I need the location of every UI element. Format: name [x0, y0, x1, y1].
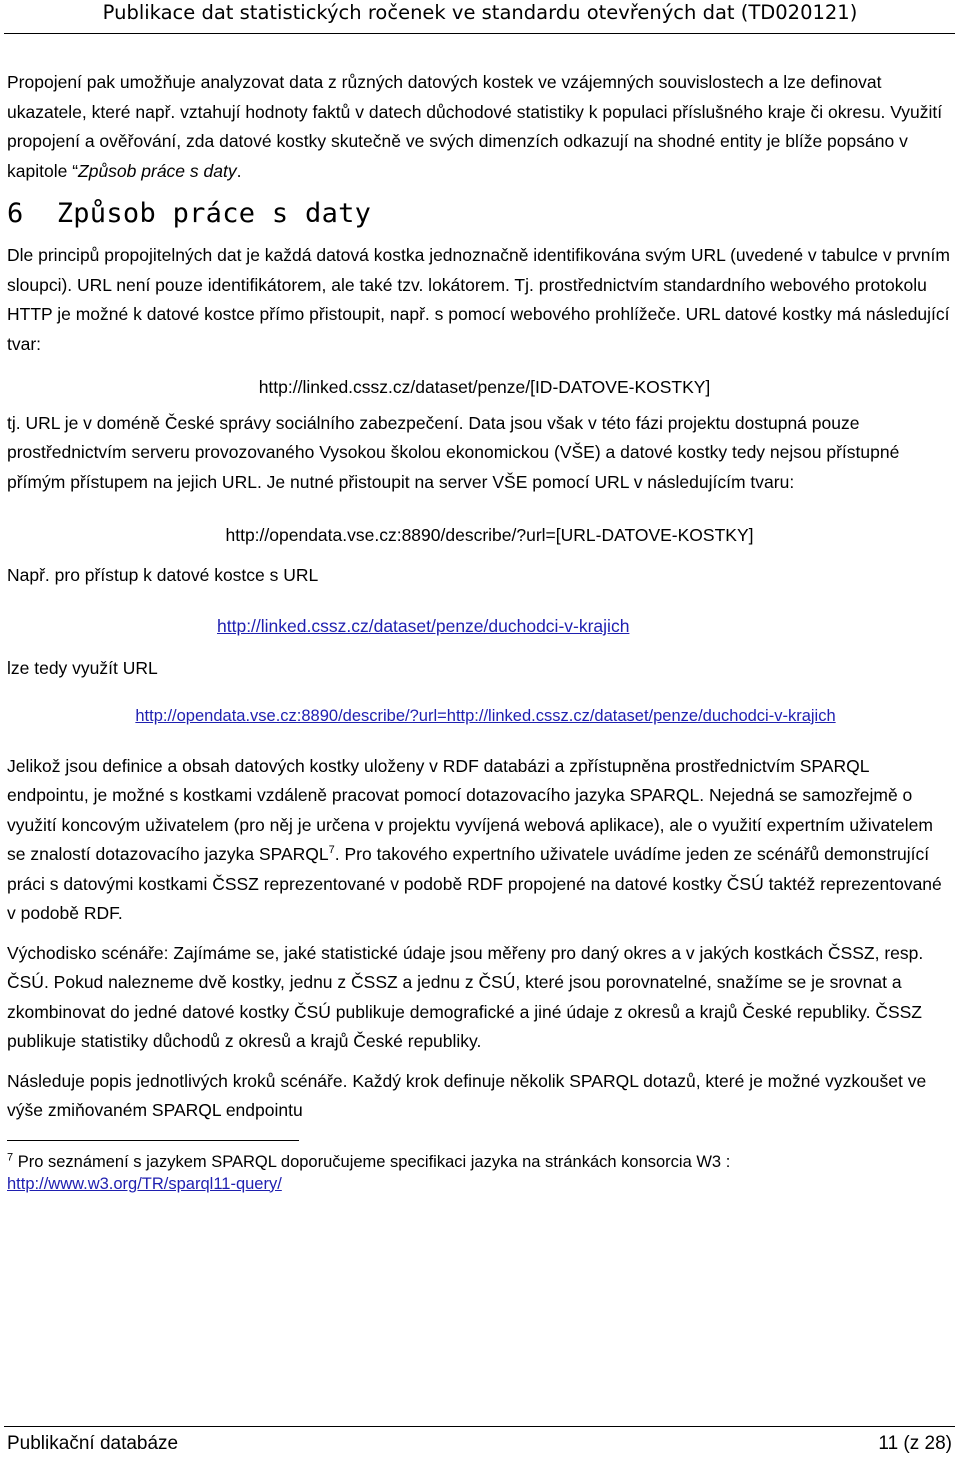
url-pattern: http://linked.cssz.cz/dataset/penze/[ID-DATOVE-KOSTKY] [258, 377, 711, 397]
running-header: Publikace dat statistických ročenek ve standardu otevřených dat (TD020121) [102, 1, 858, 24]
intro-paragraph [7, 68, 952, 186]
example-link-row [7, 612, 952, 642]
chapter-reference: Způsob práce s daty [78, 160, 237, 181]
full-link-row [7, 701, 952, 732]
sparql-text: Jelikož jsou definice a obsah datových kostky uloženy v RDF databázi a zpřístupněna prostřednictvím SPARQL endpointu, je možné s kostkami vzdáleně pracovat pomocí dotazovacího jazyka SPARQL. Nejedná se samozřejmě o využití koncovým uživatelem (pro něj je určena v projektu vyvíjená webová aplikace), ale o využití expertním uživatelem se znalostí dotazovacího jazyka SPARQL [7, 755, 933, 864]
scenario-paragraph: Východisko scénáře: Zajímáme se, jaké statistické údaje jsou měřeny pro daný okres a v jakých kostkách ČSSZ, resp. ČSÚ. Pokud nalezneme dvě kostky, jednu z ČSSZ a jednu z ČSÚ, které jsou porovnatelné, snažíme se je srovnat a zkombinovat do jedné datové kostky ČSÚ publikuje demografické a jiné údaje z okresů a krajů České republiky. ČSSZ publikuje statistiky důchodů z okresů a krajů České republiky. [7, 942, 924, 1051]
section-heading [7, 194, 952, 234]
footnote-reference[interactable]: 7 [328, 844, 335, 857]
footnote-number: 7 [7, 1151, 14, 1163]
footnote-text: Pro seznámení s jazykem SPARQL doporučujeme specifikaci jazyka na stránkách konsorcia W3 : [17, 1152, 731, 1171]
example-dataset-link[interactable]: http://linked.cssz.cz/dataset/penze/duchodci-v-krajich [217, 616, 630, 636]
example-paragraph: Např. pro přístup k datové kostce s URL [7, 564, 319, 585]
page-number: 11 (z 28) [878, 1433, 952, 1454]
footnote [7, 1151, 952, 1195]
footer-publication-name: Publikační databáze [7, 1433, 179, 1454]
open-quote: “ [72, 160, 79, 181]
principles-paragraph: Dle principů propojitelných dat je každá datová kostka jednoznačně identifikována svým URL (uvedené v tabulce v prvním sloupci). URL není pouze identifikátorem, ale také tzv. lokátorem. Tj. prostřednictvím standardního webového protokolu HTTP je možné k datové kostce přímo přistoupit, např. s pomocí webového prohlížeče. URL datové kostky má následující tvar: [7, 245, 950, 354]
sparql-paragraph [7, 752, 952, 929]
sparql-text-end: . Pro takového expertního uživatele uvádíme jeden ze scénářů demonstrující práci s datovými kostkami ČSSZ reprezentované v podobě RDF propojené na datové kostky ČSÚ taktéž reprezentované v podobě RDF. [7, 844, 942, 923]
describe-url-pattern: http://opendata.vse.cz:8890/describe/?url=[URL-DATOVE-KOSTKY] [225, 525, 754, 545]
domain-paragraph: tj. URL je v doméně České správy sociálního zabezpečení. Data jsou však v této fázi projektu dostupná pouze prostřednictvím serveru provozovaného Vysokou školou ekonomickou (VŠE) a datové kostky tedy nejsou přístupné přímým přístupem na jejich URL. Je nutné přistoupit na server VŠE pomocí URL v následujícím tvaru: [7, 412, 900, 492]
intro-end: . [236, 160, 242, 181]
use-url-paragraph: lze tedy využít URL [7, 657, 158, 678]
section-title: Způsob práce s daty [56, 198, 372, 229]
footnote-divider [7, 1140, 299, 1141]
intro-text: Propojení pak umožňuje analyzovat data z různých datových kostek ve vzájemných souvislostech a lze definovat ukazatele, které např. vztahují hodnoty faktů v datech důchodové statistiky k populaci příslušného kraje či okresu. Využití propojení a ověřování, zda datové kostky skutečně ve svých dimenzích odkazují na shodné entity je blíže popsáno v kapitole [7, 72, 943, 181]
footnote-link[interactable]: http://www.w3.org/TR/sparql11-query/ [7, 1174, 282, 1193]
footer-divider [4, 1426, 955, 1427]
page-content [7, 68, 952, 1195]
steps-paragraph: Následuje popis jednotlivých kroků scénáře. Každý krok definuje několik SPARQL dotazů, které je možné vyzkoušet ve výše zmiňovaném SPARQL endpointu [7, 1070, 927, 1120]
section-number: 6 [7, 198, 24, 229]
header-divider [4, 33, 955, 34]
describe-dataset-link[interactable]: http://opendata.vse.cz:8890/describe/?url=http://linked.cssz.cz/dataset/penze/duchodci-v-krajich [135, 707, 836, 725]
